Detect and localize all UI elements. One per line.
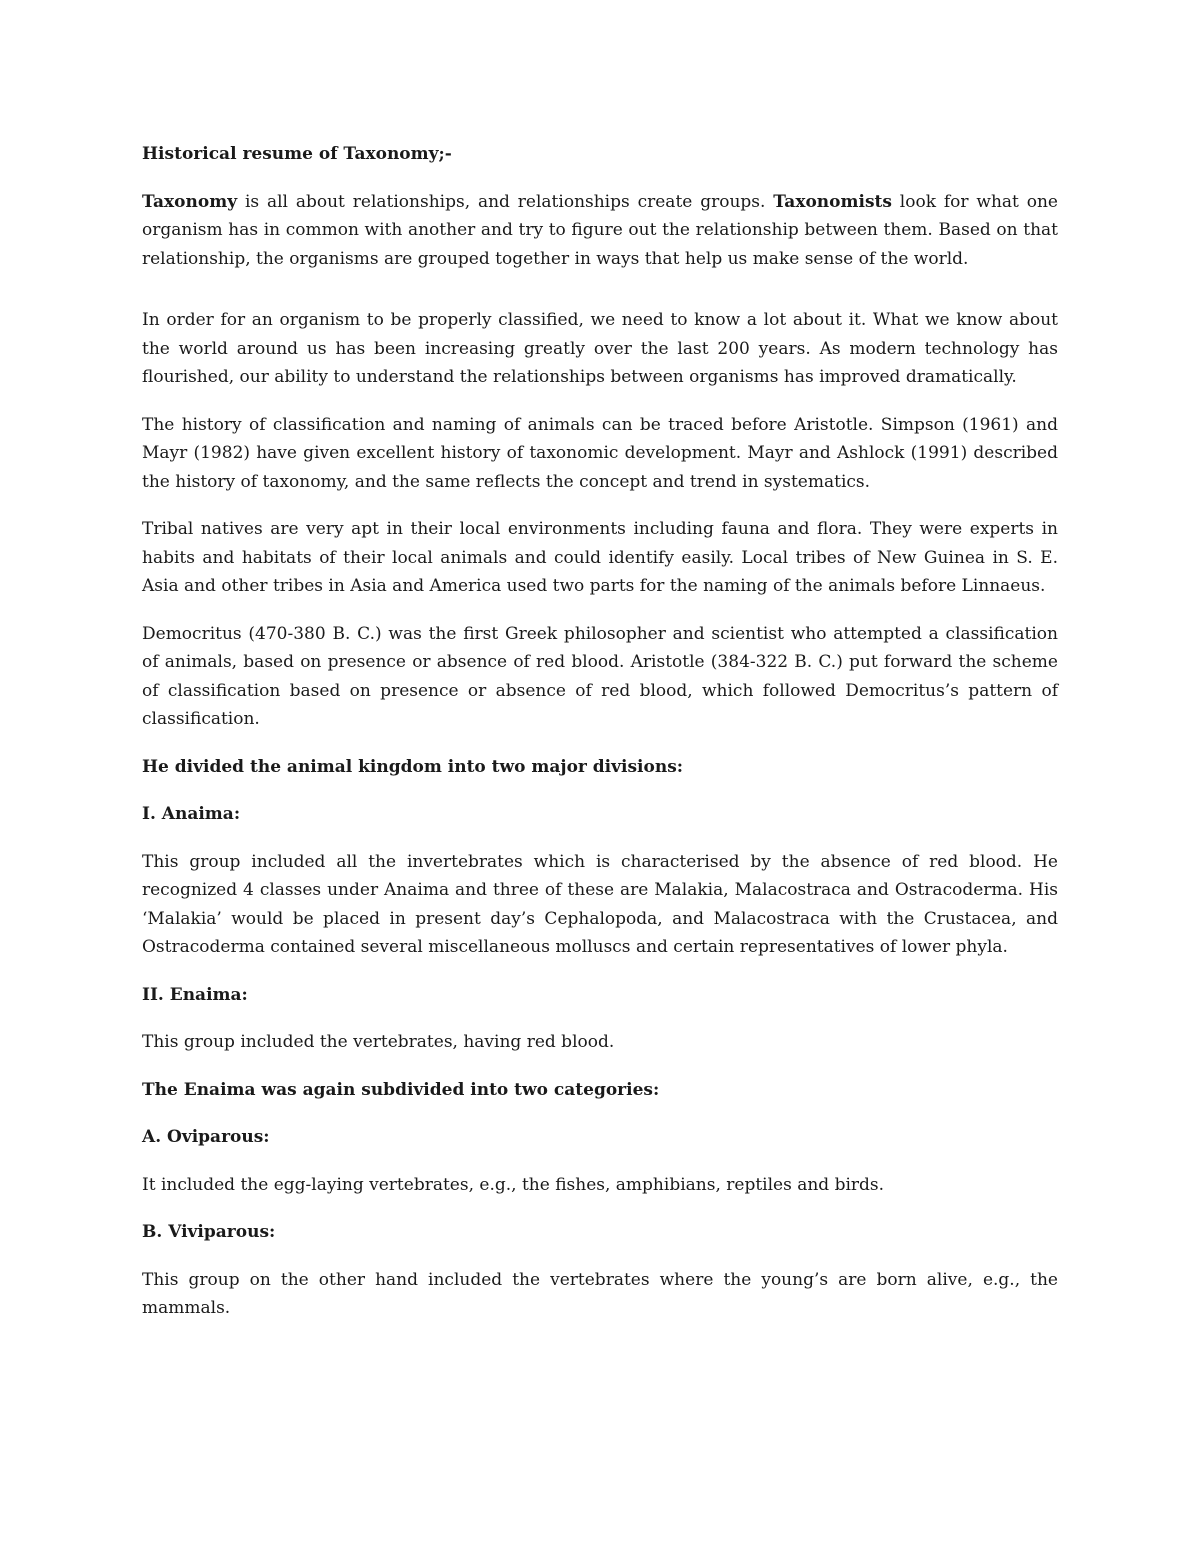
anaima-text: This group included all the invertebrates which is characterised by the absence of red blood. He recognized 4 classes under Anaima and three of these are Malakia, Malacostraca and Ostracoderma. His ‘Malakia’ would be placed in present day’s Cephalopoda, and Malacostraca with the Crustacea, and Ostracoderma contained several miscellaneous molluscs and certain representatives of lower phyla. <box>142 851 1058 957</box>
enaima-text: This group included the vertebrates, having red blood. <box>142 1032 615 1052</box>
viviparous-heading: B. Viviparous: <box>142 1222 276 1242</box>
paragraph-history: The history of classification and naming of animals can be traced before Aristotle. Simpson (1961) and Mayr (1982) have given excellent history of taxonomic development. Mayr and Ashlock (1991) described the history of taxonomy, and the same reflects the concept and trend in systematics. <box>142 414 1058 492</box>
enaima-heading: II. Enaima: <box>142 984 248 1005</box>
oviparous-heading: A. Oviparous: <box>142 1127 270 1147</box>
viviparous-text: This group on the other hand included the vertebrates where the young’s are born alive, e.g., the mammals. <box>142 1269 1058 1318</box>
intro-text-1: is all about relationships, and relationships create groups. <box>237 191 774 212</box>
paragraph-democritus: Democritus (470-380 B. C.) was the first Greek philosopher and scientist who attempted a classification of animals, based on presence or absence of red blood. Aristotle (384-322 B. C.) put forward the scheme of classification based on presence or absence of red blood, which followed Democritus’s pattern of classification. <box>142 623 1058 729</box>
anaima-heading: I. Anaima: <box>142 804 241 824</box>
intro-paragraph <box>142 188 1058 274</box>
document-page <box>142 140 1058 1323</box>
intro-text-2: look for what one organism has in common with another and try to figure out the relationship between them. Based on that relationship, the organisms are grouped together in ways that help us make sense of the world. <box>142 191 1058 269</box>
paragraph-classification: In order for an organism to be properly classified, we need to know a lot about it. What we know about the world around us has been increasing greatly over the last 200 years. As modern technology has flourished, our ability to understand the relationships between organisms has improved dramatically. <box>142 310 1058 387</box>
term-taxonomists: Taxonomists <box>773 191 892 212</box>
paragraph-tribal-natives: Tribal natives are very apt in their local environments including fauna and flora. They were experts in habits and habitats of their local animals and could identify easily. Local tribes of New Guinea in S. E. Asia and other tribes in Asia and America used two parts for the naming of the animals before Linnaeus. <box>142 519 1058 596</box>
oviparous-text: It included the egg-laying vertebrates, e.g., the fishes, amphibians, reptiles and birds. <box>142 1174 885 1195</box>
subdivision-heading: The Enaima was again subdivided into two categories: <box>142 1079 660 1100</box>
document-title: Historical resume of Taxonomy;- <box>142 144 452 164</box>
divisions-heading: He divided the animal kingdom into two major divisions: <box>142 756 684 777</box>
term-taxonomy: Taxonomy <box>142 191 238 212</box>
